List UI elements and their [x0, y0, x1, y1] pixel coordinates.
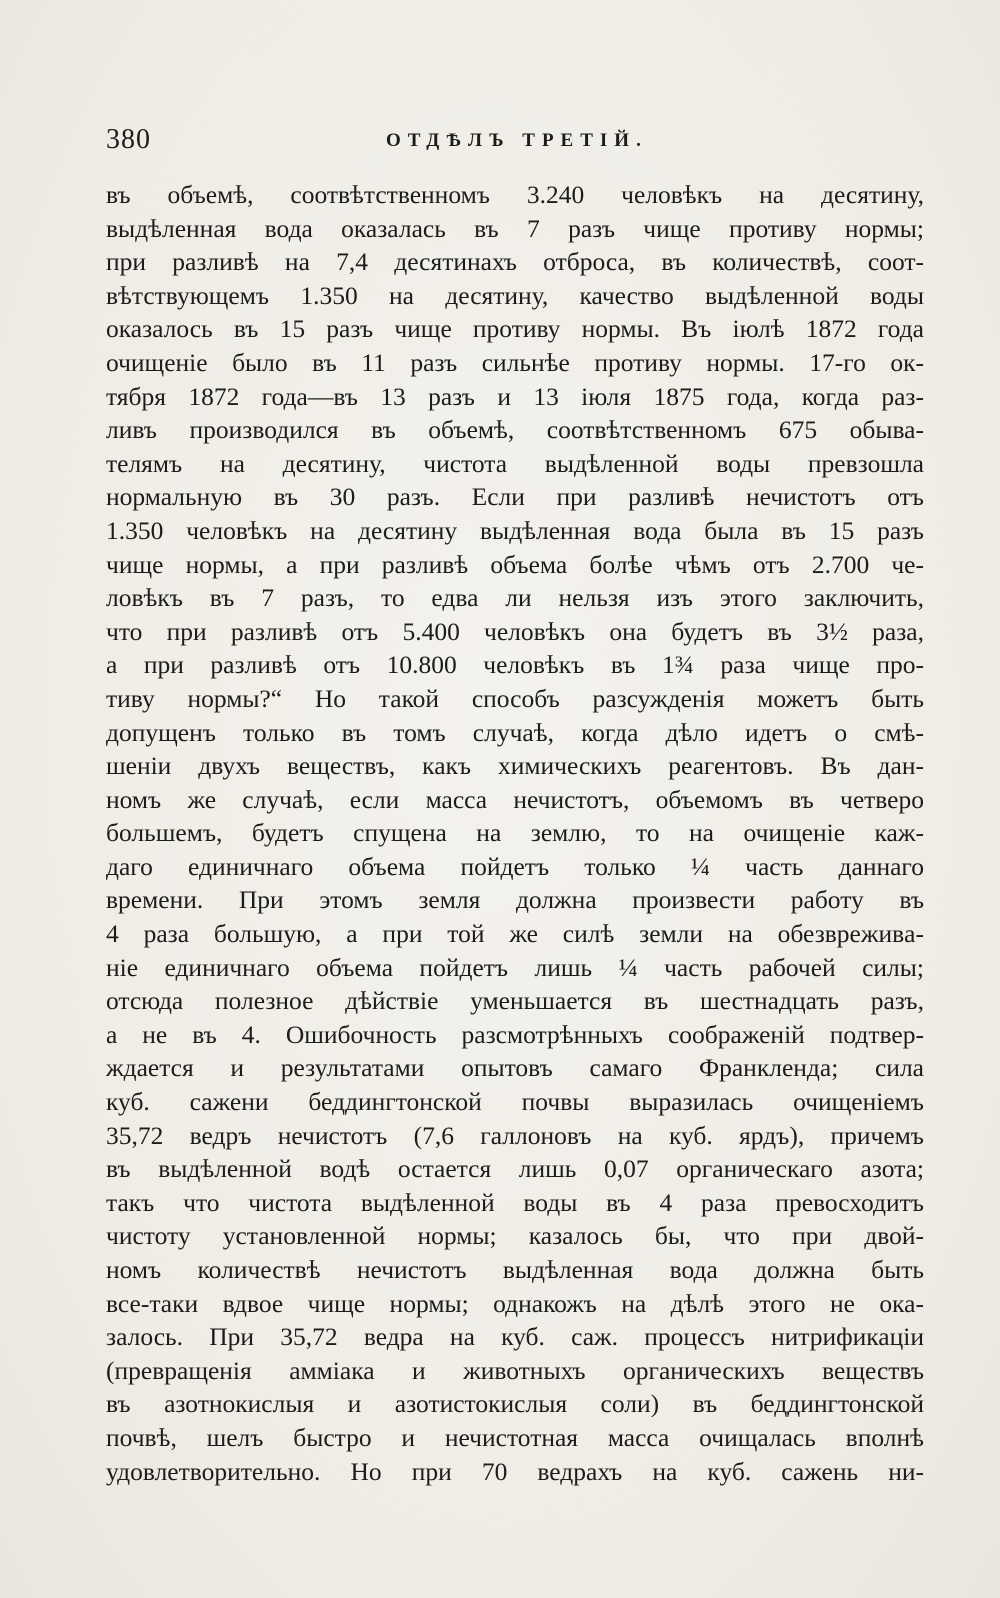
- running-head: ОТДѢЛЪ ТРЕТІЙ.: [386, 130, 648, 151]
- text-line: тября 1872 года—въ 13 разъ и 13 іюля 1875 года, когда раз-: [106, 381, 924, 411]
- text-line: а при разливѣ отъ 10.800 человѣкъ въ 1¾ раза чище про-: [106, 650, 924, 680]
- text-line: номъ количествѣ нечистотъ выдѣленная вода должна быть: [106, 1255, 924, 1284]
- text-line: въ объемѣ, соотвѣтственномъ 3.240 человѣкъ на десятину,: [106, 180, 924, 209]
- text-line: такъ что чистота выдѣленной воды въ 4 раза превосходитъ: [106, 1187, 924, 1217]
- text-line: оказалось въ 15 разъ чище противу нормы. Въ іюлѣ 1872 года: [106, 314, 924, 344]
- text-line: почвѣ, шелъ быстро и нечистотная масса очищалась вполнѣ: [106, 1422, 924, 1452]
- text-line: чище нормы, а при разливѣ объема болѣе чѣмъ отъ 2.700 че-: [106, 549, 924, 579]
- text-line: ловѣкъ въ 7 разъ, то едва ли нельзя изъ этого заключить,: [106, 583, 924, 613]
- text-line: номъ же случаѣ, если масса нечистотъ, объемомъ въ четверо: [106, 784, 924, 814]
- text-line: большемъ, будетъ спущена на землю, то на очищеніе каж-: [106, 818, 924, 848]
- text-line: куб. сажени беддингтонской почвы выразилась очищеніемъ: [106, 1087, 924, 1117]
- text-line: шеніи двухъ веществъ, какъ химическихъ реагентовъ. Въ дан-: [106, 751, 924, 781]
- text-line: 1.350 человѣкъ на десятину выдѣленная вода была въ 15 разъ: [106, 515, 924, 545]
- text-line: выдѣленная вода оказалась въ 7 разъ чище противу нормы;: [106, 213, 924, 243]
- text-line: отсюда полезное дѣйствіе уменьшается въ шестнадцать разъ,: [106, 986, 924, 1016]
- text-line: вѣтствующемъ 1.350 на десятину, качество выдѣленной воды: [106, 280, 924, 310]
- text-line: ніе единичнаго объема пойдетъ лишь ¼ часть рабочей силы;: [106, 952, 924, 982]
- text-line: въ выдѣленной водѣ остается лишь 0,07 органическаго азота;: [106, 1154, 924, 1184]
- text-line: нормальную въ 30 разъ. Если при разливѣ нечистотъ отъ: [106, 482, 924, 512]
- text-line: залось. При 35,72 ведра на куб. саж. процессъ нитрификаціи: [106, 1322, 924, 1352]
- text-line: телямъ на десятину, чистота выдѣленной воды превзошла: [106, 448, 924, 478]
- text-line: ждается и результатами опытовъ самаго Франкленда; сила: [106, 1053, 924, 1083]
- body-text: [106, 178, 924, 1488]
- text-line: 4 раза большую, а при той же силѣ земли на обезвреживa-: [106, 919, 924, 949]
- text-line: чистоту установленной нормы; казалось бы, что при двой-: [106, 1221, 924, 1251]
- text-line: допущенъ только въ томъ случаѣ, когда дѣло идетъ о смѣ-: [106, 717, 924, 747]
- text-line: что при разливѣ отъ 5.400 человѣкъ она будетъ въ 3½ раза,: [106, 616, 924, 646]
- text-line: очищеніе было въ 11 разъ сильнѣе противу нормы. 17-го ок-: [106, 347, 924, 377]
- text-line: при разливѣ на 7,4 десятинахъ отброса, въ количествѣ, соот-: [106, 247, 924, 277]
- text-line: въ азотнокислыя и азотистокислыя соли) въ беддингтонской: [106, 1389, 924, 1419]
- text-line: все-таки вдвое чище нормы; однакожъ на дѣлѣ этого не ока-: [106, 1288, 924, 1318]
- text-line: 35,72 ведръ нечистотъ (7,6 галлоновъ на куб. ярдъ), причемъ: [106, 1120, 924, 1150]
- page-header: [106, 124, 926, 164]
- text-line: даго единичнаго объема пойдетъ только ¼ часть даннаго: [106, 851, 924, 881]
- text-line: удовлетворительно. Но при 70 ведрахъ на куб. сажень ни-: [106, 1456, 924, 1486]
- text-line: времени. При этомъ земля должна произвести работу въ: [106, 885, 924, 915]
- text-line: тиву нормы?“ Но такой способъ разсужденія можетъ быть: [106, 683, 924, 713]
- text-line: ливъ производился въ объемѣ, соотвѣтственномъ 675 обыва-: [106, 415, 924, 445]
- page-number: 380: [106, 124, 151, 155]
- text-line: (превращенія амміака и животныхъ органическихъ веществъ: [106, 1355, 924, 1385]
- text-line: а не въ 4. Ошибочность разсмотрѣнныхъ соображеній подтвер-: [106, 1019, 924, 1049]
